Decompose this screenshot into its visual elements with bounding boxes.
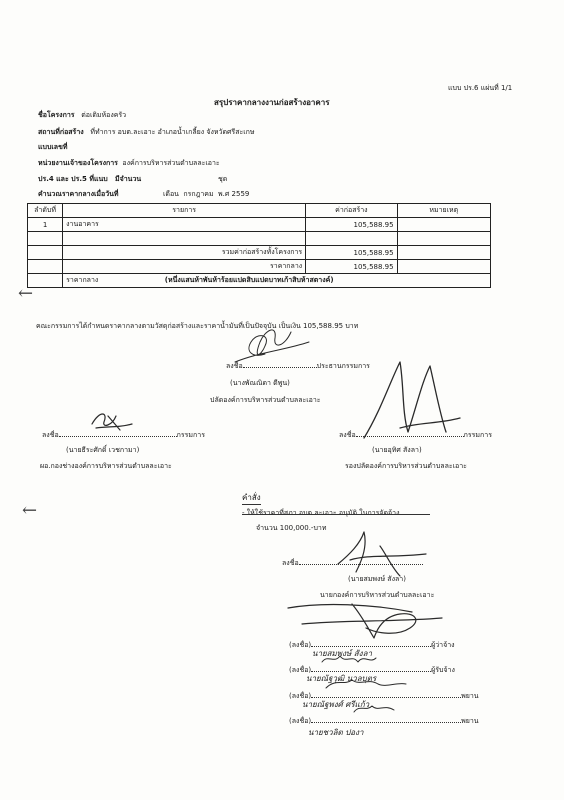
contract-sig-name: นายสมพงษ์ สังลา xyxy=(312,649,372,658)
order-amount: จำนวน 100,000.-บาท xyxy=(256,524,327,532)
total-value: 105,588.95 xyxy=(306,246,397,260)
location-line xyxy=(38,127,254,138)
order-title: คำสั่ง xyxy=(242,491,261,505)
agency-label: หน่วยงานเจ้าของโครงการ xyxy=(38,159,118,167)
sign-prefix: ลงชื่อ xyxy=(226,362,243,370)
final-words: (หนึ่งแสนห้าพันห้าร้อยแปดสิบแปดบาทเก้าสิบห้าสตางค์) xyxy=(164,276,334,284)
table-total-row xyxy=(28,246,491,260)
forms-count-label: มีจำนวน xyxy=(115,175,142,183)
contract-sig-role: ผู้รับจ้าง xyxy=(431,666,455,674)
col-header-item: รายการ xyxy=(63,204,306,218)
approver-signature xyxy=(330,524,440,580)
contract-sig-role: ผู้ว่าจ้าง xyxy=(431,641,455,649)
agency-value: องค์การบริหารส่วนตำบลละเอาะ xyxy=(122,159,220,167)
contract-sig-name: นายชวลิต ปองา xyxy=(308,728,364,737)
member1-name: (นายธีระศักดิ์ เวชกามา) xyxy=(66,446,140,454)
member2-position: รองปลัดองค์การบริหารส่วนตำบลละเอาะ xyxy=(345,462,467,470)
contract-sig-name: นายณัฐพงศ์ ศรีแก้ว xyxy=(302,700,370,709)
contract-sig-prefix: (ลงชื่อ) xyxy=(289,641,312,649)
col-header-no: ลำดับที่ xyxy=(28,204,63,218)
chair-name: (นางพัณณิดา ดีพูน) xyxy=(230,379,290,387)
contract-sig-role: พยาน xyxy=(461,717,479,725)
forms-unit: ชุด xyxy=(218,175,228,183)
forms-label: ปร.4 และ ปร.5 ที่แนบ xyxy=(38,175,108,183)
calc-year: พ.ศ 2559 xyxy=(218,190,250,198)
median-value: 105,588.95 xyxy=(306,260,397,274)
member1-role: กรรมการ xyxy=(176,431,205,439)
sign-prefix: ลงชื่อ xyxy=(42,431,59,439)
location-value: ที่ทำการ อบต.ละเอาะ อำเภอน้ำเกลี้ยง จังหวัดศรีสะเกษ xyxy=(90,128,255,136)
contract-sig-prefix: (ลงชื่อ) xyxy=(289,717,312,725)
member2-sign-line xyxy=(339,428,492,441)
contract-sig-name: นายณัฐวุฒิ นวลบุตร xyxy=(306,674,377,683)
calc-month: กรกฎาคม xyxy=(183,190,214,198)
col-header-cost: ค่าก่อสร้าง xyxy=(306,204,397,218)
order-text: - ให้ใช้ราคาที่สภา อบต.ละเอาะ อนุมัติ ในการจัดจ้าง xyxy=(242,509,400,517)
col-header-note: หมายเหตุ xyxy=(397,204,490,218)
calc-date-line xyxy=(38,189,249,200)
order-underline xyxy=(242,514,430,515)
table-final-row xyxy=(28,274,491,288)
approver-name: (นายสมพงษ์ สังลา) xyxy=(348,575,406,583)
contract-sig-prefix: (ลงชื่อ) xyxy=(289,666,312,674)
table-header-row xyxy=(28,204,491,218)
total-label: รวมค่าก่อสร้างทั้งโครงการ xyxy=(63,246,306,260)
chair-position: ปลัดองค์การบริหารส่วนตำบลละเอาะ xyxy=(210,396,321,404)
approver-sign-line xyxy=(282,556,423,569)
calc-month-label: เดือน xyxy=(163,190,179,198)
contract-sig-prefix: (ลงชื่อ) xyxy=(289,692,312,700)
final-price-cell xyxy=(63,274,491,288)
member1-sign-line xyxy=(42,428,205,441)
project-value: ต่อเติมห้องครัว xyxy=(81,111,127,119)
sign-prefix: ลงชื่อ xyxy=(282,559,299,567)
row-no: 1 xyxy=(28,218,63,232)
table-row-empty xyxy=(28,232,491,246)
form-reference: แบบ ปร.6 แผ่นที่ 1/1 xyxy=(448,84,513,92)
committee-statement: คณะกรรมการได้กำหนดราคากลางตามวัสดุก่อสร้างและราคาน้ำมันที่เป็นปัจจุบัน เป็นเงิน 105,588.95 บาท xyxy=(36,322,359,330)
table-median-row xyxy=(28,260,491,274)
table-row xyxy=(28,218,491,232)
row-cost: 105,588.95 xyxy=(306,218,397,232)
calc-date-label: คำนวณราคากลางเมื่อวันที่ xyxy=(38,190,119,198)
member1-position: ผอ.กองช่างองค์การบริหารส่วนตำบลละเอาะ xyxy=(40,462,172,470)
margin-arrow-mark: ← xyxy=(18,283,34,304)
plan-no-label: แบบเลขที่ xyxy=(38,143,68,151)
margin-arrow-mark-lower: ← xyxy=(22,500,38,521)
agency-line xyxy=(38,158,220,169)
contract-sig-role: พยาน xyxy=(461,692,479,700)
sign-prefix: ลงชื่อ xyxy=(339,431,356,439)
cost-summary-table xyxy=(27,203,491,288)
chair-sign-line xyxy=(226,359,370,372)
row-note xyxy=(397,218,490,232)
member2-role: กรรมการ xyxy=(463,431,492,439)
project-label: ชื่อโครงการ xyxy=(38,111,75,119)
employer-signature xyxy=(282,598,452,642)
forms-attached-line xyxy=(38,174,227,185)
document-title: สรุปราคากลางงานก่อสร้างอาคาร xyxy=(214,98,330,107)
project-line xyxy=(38,110,126,121)
location-label: สถานที่ก่อสร้าง xyxy=(38,128,84,136)
approver-position: นายกองค์การบริหารส่วนตำบลละเอาะ xyxy=(320,591,435,599)
member2-name: (นายอุทิศ สังลา) xyxy=(372,446,422,454)
final-label: ราคากลาง xyxy=(66,276,99,284)
row-item: งานอาคาร xyxy=(63,218,306,232)
median-label: ราคากลาง xyxy=(63,260,306,274)
chair-role: ประธานกรรมการ xyxy=(316,362,370,370)
